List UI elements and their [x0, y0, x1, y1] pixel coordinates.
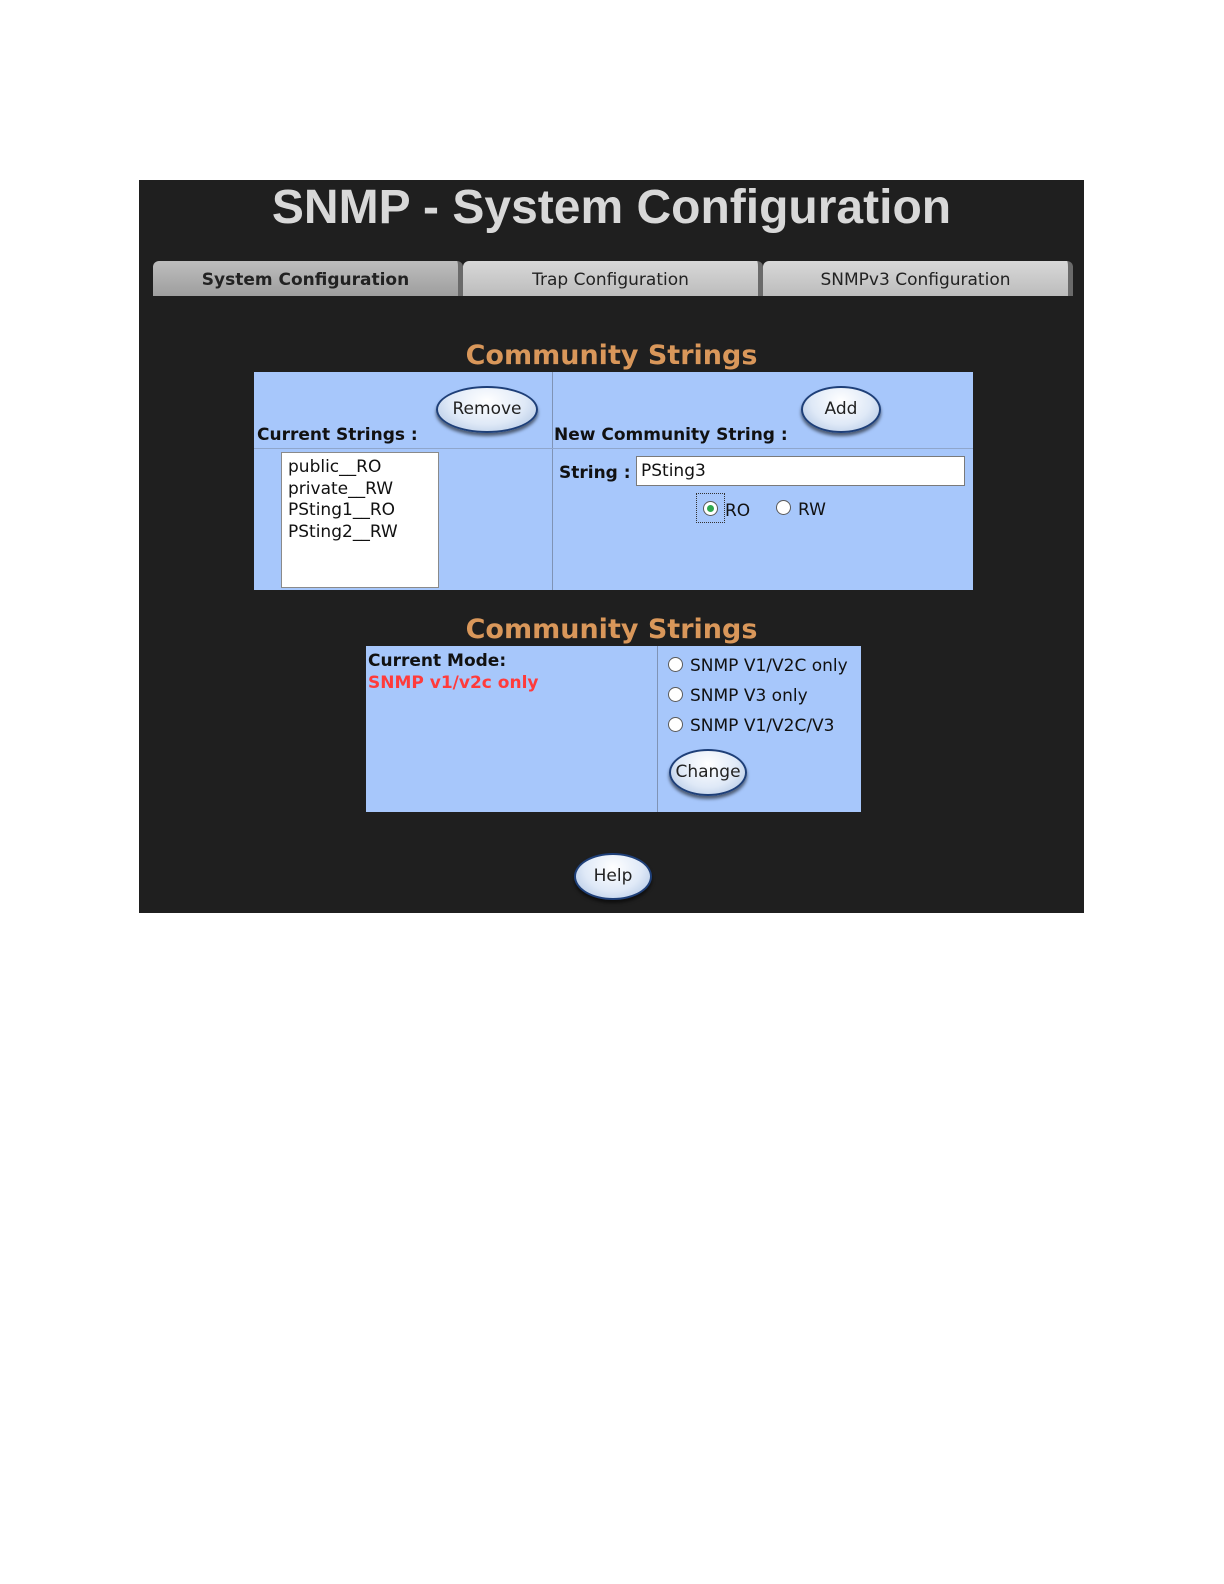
current-mode-value: SNMP v1/v2c only	[368, 673, 539, 693]
change-button[interactable]: Change	[669, 749, 747, 796]
ro-radio-label: RO	[725, 501, 751, 521]
mode-v1v2c-label: SNMP V1/V2C only	[690, 656, 848, 676]
rw-radio[interactable]	[776, 500, 791, 515]
mode-v1v2cv3-radio[interactable]	[668, 717, 683, 732]
mode-v1v2cv3-label: SNMP V1/V2C/V3	[690, 716, 835, 736]
current-strings-label: Current Strings :	[257, 425, 418, 445]
list-item[interactable]: public__RO	[288, 457, 382, 477]
panel-divider	[552, 372, 553, 590]
list-item[interactable]: PSting1__RO	[288, 500, 396, 520]
rw-radio-label: RW	[798, 500, 826, 520]
add-button[interactable]: Add	[801, 386, 881, 433]
mode-v3-label: SNMP V3 only	[690, 686, 808, 706]
tab-snmpv3-configuration[interactable]: SNMPv3 Configuration	[763, 261, 1073, 296]
community-strings-heading: Community Strings	[465, 340, 758, 371]
snmp-mode-panel	[366, 646, 861, 812]
remove-button[interactable]: Remove	[436, 386, 538, 433]
string-label: String :	[559, 463, 631, 483]
mode-panel-divider	[657, 646, 658, 812]
snmp-config-window	[139, 180, 1084, 913]
string-input[interactable]	[636, 456, 965, 486]
ro-radio[interactable]	[703, 501, 718, 516]
tab-trap-configuration[interactable]: Trap Configuration	[463, 261, 763, 296]
community-strings-panel	[254, 372, 973, 590]
current-strings-list[interactable]	[281, 452, 439, 588]
page-title: SNMP - System Configuration	[271, 181, 952, 234]
list-item[interactable]: PSting2__RW	[288, 521, 398, 542]
panel-row-divider	[254, 448, 973, 449]
mode-v3-radio[interactable]	[668, 687, 683, 702]
mode-section-heading: Community Strings	[465, 614, 758, 645]
new-community-string-label: New Community String :	[554, 425, 788, 445]
tab-bar	[153, 261, 1073, 296]
help-button[interactable]: Help	[574, 853, 652, 900]
current-mode-label: Current Mode:	[368, 651, 507, 671]
mode-v1v2c-radio[interactable]	[668, 657, 683, 672]
list-item[interactable]: private__RW	[288, 478, 394, 499]
tab-system-configuration[interactable]: System Configuration	[153, 261, 463, 296]
